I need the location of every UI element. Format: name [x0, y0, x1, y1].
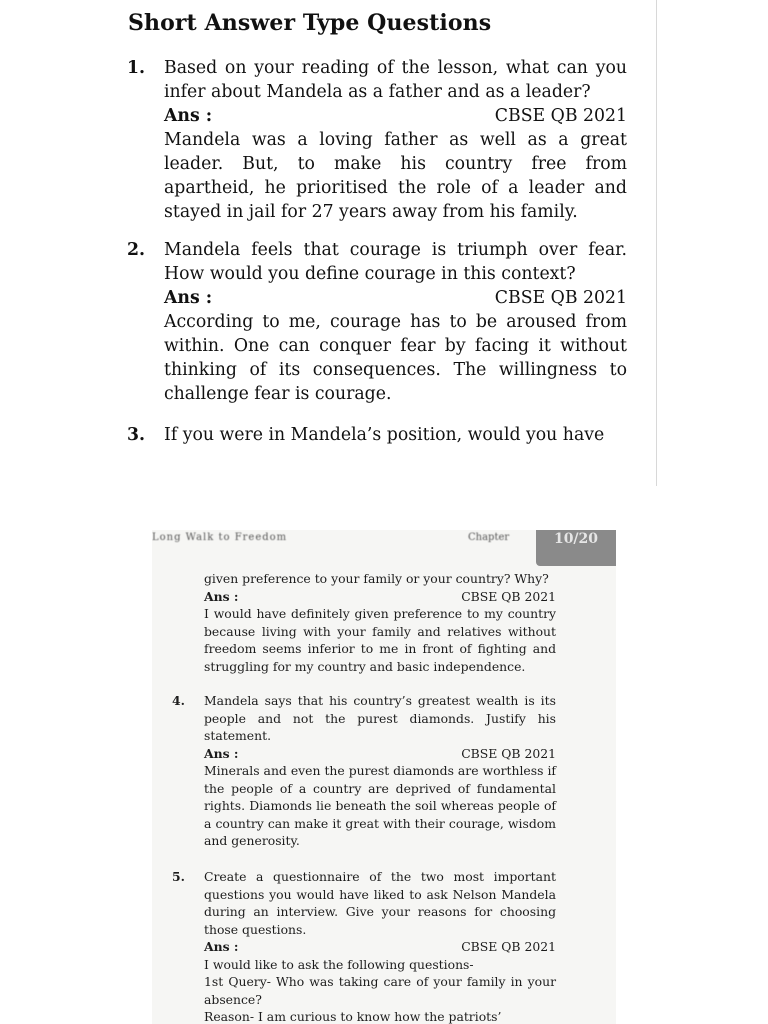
question-text: Mandela says that his country’s greatest wealth is its people and not the purest diamonds. Justify his statement.: [204, 693, 556, 743]
question-5: [172, 868, 556, 1024]
question-4: [172, 692, 556, 850]
answer-header: [164, 286, 627, 310]
question-text-tail: given preference to your family or your country? Why?: [204, 571, 549, 586]
photographed-page: [152, 530, 616, 1024]
question-3-continued: [204, 570, 556, 675]
answer-text: Mandela was a loving father as well as a great leader. But, to make his country free from apartheid, he prioritised the role of a leader and stayed in jail for 27 years away from his family.: [164, 130, 627, 222]
question-1: [127, 56, 627, 224]
question-number: 2.: [127, 240, 146, 260]
ans-label: Ans :: [164, 106, 213, 126]
answer-header: [164, 104, 627, 128]
source-tag: CBSE QB 2021: [461, 745, 556, 761]
ans-label: Ans :: [204, 588, 239, 604]
answer-header: [204, 938, 556, 956]
reason-1: Reason- I am curious to know how the patriots’: [204, 1009, 502, 1024]
answer-text: According to me, courage has to be aroused from within. One can conquer fear by facing it without thinking of its consequences. The willingness to challenge fear is courage.: [164, 312, 627, 404]
question-text: Based on your reading of the lesson, what can you infer about Mandela as a father and as a leader?: [164, 58, 627, 102]
question-number: 4.: [172, 693, 185, 708]
source-tag: CBSE QB 2021: [494, 288, 627, 308]
answer-header: [204, 588, 556, 606]
answer-intro: I would like to ask the following questions-: [204, 956, 474, 972]
source-tag: CBSE QB 2021: [461, 939, 556, 954]
ans-label: Ans :: [164, 288, 213, 308]
running-head-right: Chapter: [468, 532, 510, 543]
question-2: [127, 238, 627, 406]
ans-label: Ans :: [204, 745, 239, 761]
source-tag: CBSE QB 2021: [461, 588, 556, 604]
question-text: If you were in Mandela’s position, would you have: [164, 425, 605, 445]
question-text: Create a questionnaire of the two most important questions you would have liked to ask Nelson Mandela during an interview. Give your reasons for choosing those questions.: [204, 869, 556, 937]
top-page: [0, 0, 657, 486]
answer-header: [204, 745, 556, 763]
question-number: 3.: [127, 425, 146, 445]
query-1: 1st Query- Who was taking care of your family in your absence?: [204, 974, 556, 1007]
question-text: Mandela feels that courage is triumph over fear. How would you define courage in this context?: [164, 240, 627, 284]
running-head-left: Long Walk to Freedom: [152, 532, 288, 543]
ans-label: Ans :: [204, 939, 239, 954]
question-number: 5.: [172, 869, 185, 884]
answer-text: I would have definitely given preference to my country because living with your family and relatives without freedom seems inferior to me in front of fighting and struggling for my country and basic independence.: [204, 606, 556, 674]
page-number-tab: 10/20: [536, 530, 616, 566]
running-head: [152, 530, 616, 550]
answer-text: Minerals and even the purest diamonds are worthless if the people of a country are deprived of fundamental rights. Diamonds lie beneath the soil whereas people of a country can make it great with their courage, wisdom and generosity.: [204, 763, 556, 848]
source-tag: CBSE QB 2021: [494, 106, 627, 126]
question-3: [127, 423, 627, 447]
question-number: 1.: [127, 58, 146, 78]
section-heading: Short Answer Type Questions: [128, 10, 492, 36]
